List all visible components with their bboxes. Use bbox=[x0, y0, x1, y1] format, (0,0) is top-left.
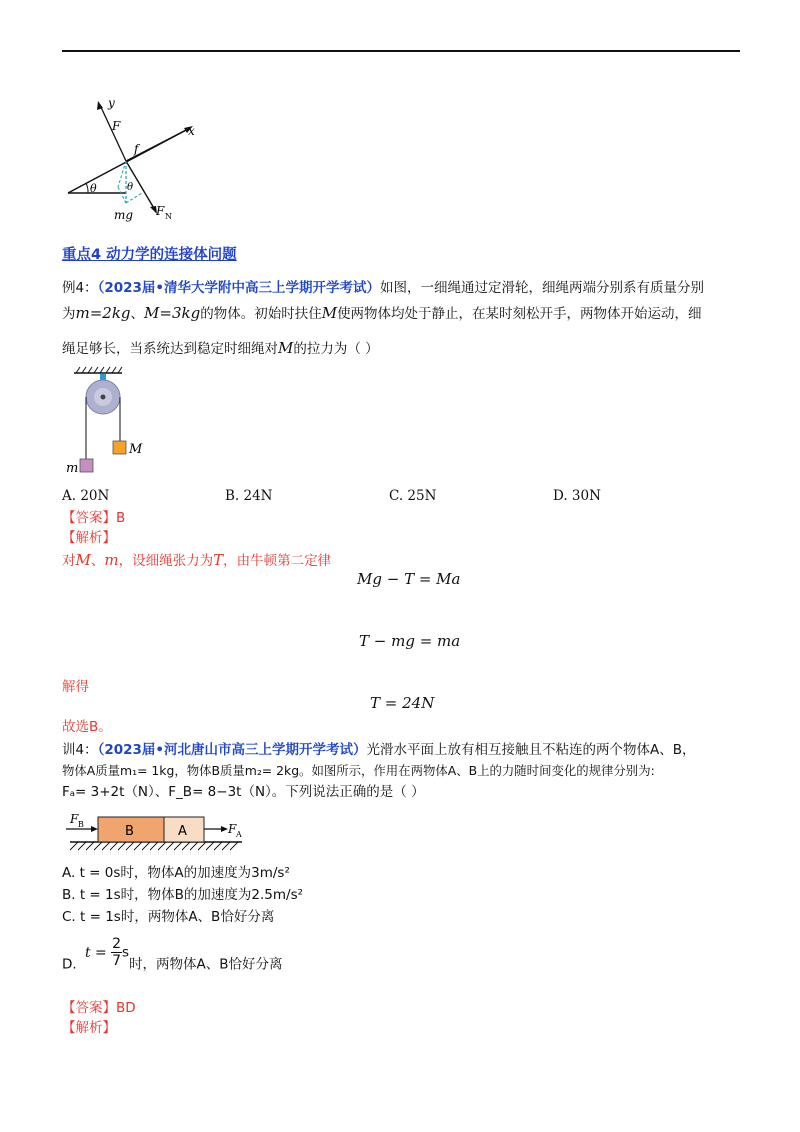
example4-solve: 解得 bbox=[62, 679, 89, 695]
optD-t: t = bbox=[84, 944, 107, 961]
sol-d: ，由牛顿第二定律 bbox=[223, 553, 332, 569]
equation-3: T = 24N bbox=[370, 694, 435, 712]
F-label: F bbox=[112, 119, 121, 133]
mg-label: mg bbox=[114, 208, 134, 222]
pulley-axle bbox=[101, 395, 106, 400]
train4-option-b: B. t = 1s时，物体B的加速度为2.5m/s² bbox=[62, 887, 304, 903]
train4-prefix: 训4： bbox=[62, 742, 98, 758]
example4-option-b: B. 24N bbox=[225, 488, 273, 504]
train4-line3: Fₐ= 3+2t（N）、F_B= 8−3t（N）。下列说法正确的是（ ） bbox=[62, 784, 425, 800]
mass-M-symbol-2: M bbox=[278, 339, 294, 357]
ceiling-hatch bbox=[76, 367, 122, 373]
train4-option-a: A. t = 0s时，物体A的加速度为3m/s² bbox=[62, 865, 290, 881]
train4-line1 bbox=[62, 740, 696, 760]
label-M: M bbox=[129, 442, 143, 457]
ground-hatch bbox=[70, 842, 238, 850]
mass-m-value: m=2kg bbox=[75, 304, 131, 322]
optD-den: 7 bbox=[112, 953, 122, 969]
example4-solution-intro bbox=[62, 550, 331, 571]
example4-line3 bbox=[62, 338, 379, 359]
x-label: x bbox=[188, 124, 195, 138]
train4-answer: 【答案】BD bbox=[62, 1000, 136, 1016]
train4-line2: 物体A质量m₁= 1kg，物体B质量m₂= 2kg。如图所示，作用在两物体A、B上的力随时间变化的规律分别为: bbox=[62, 763, 655, 778]
theta-incline-label: θ bbox=[90, 182, 97, 195]
example4-choose: 故选B。 bbox=[62, 719, 112, 735]
section-heading: 重点4 动力学的连接体问题 bbox=[62, 247, 237, 263]
mass-M-symbol: M bbox=[321, 304, 338, 322]
train4-option-d bbox=[62, 936, 283, 975]
FN-sub-label: N bbox=[165, 212, 172, 221]
FB-label: F bbox=[70, 812, 79, 826]
FA-label: F bbox=[228, 822, 237, 836]
equation-1: Mg − T = Ma bbox=[357, 570, 461, 588]
example4-analysis: 【解析】 bbox=[62, 530, 116, 546]
pulley-diagram bbox=[60, 365, 170, 480]
block-M bbox=[113, 441, 126, 454]
component-line-3 bbox=[126, 193, 142, 203]
sol-M: M bbox=[75, 551, 91, 569]
mass-M-value: M=3kg bbox=[144, 304, 201, 322]
example4-prefix: 例4： bbox=[62, 280, 98, 296]
f-label: f bbox=[134, 142, 139, 156]
equation-2: T − mg = ma bbox=[359, 632, 461, 650]
force-FA-head bbox=[221, 826, 228, 832]
train4-option-c: C. t = 1s时，两物体A、B恰好分离 bbox=[62, 909, 275, 925]
train4-analysis: 【解析】 bbox=[62, 1020, 116, 1036]
example4-text1: 如图，一细绳通过定滑轮，细绳两端分别系有质量分别 bbox=[380, 280, 705, 296]
blocks-diagram bbox=[62, 808, 252, 860]
FA-sub-label: A bbox=[236, 830, 242, 839]
optD-num: 2 bbox=[112, 936, 122, 952]
theta-inner-label: θ bbox=[127, 182, 134, 193]
example4-answer: 【答案】B bbox=[62, 510, 126, 526]
force-FB-head bbox=[91, 826, 98, 832]
incline-force-diagram bbox=[60, 95, 210, 230]
optD-unit: s bbox=[122, 944, 130, 961]
block-A-label: A bbox=[178, 824, 187, 839]
example4-text3b: 的拉力为（ ） bbox=[293, 341, 379, 357]
y-label: y bbox=[108, 96, 115, 110]
sol-c: ，设细绳张力为 bbox=[118, 553, 214, 569]
example4-text3a: 绳足够长，当系统达到稳定时细绳对 bbox=[62, 341, 278, 357]
example4-source: （2023届•清华大学附中高三上学期开学考试） bbox=[97, 280, 381, 296]
sol-T: T bbox=[213, 551, 224, 569]
optD-text: 时，两物体A、B恰好分离 bbox=[129, 956, 283, 973]
example4-option-d: D. 30N bbox=[553, 488, 601, 504]
FB-sub-label: B bbox=[78, 820, 84, 829]
block-m bbox=[80, 459, 93, 472]
sol-b: 、 bbox=[90, 553, 105, 569]
sol-a: 对 bbox=[62, 553, 76, 569]
example4-text2a: 为 bbox=[62, 306, 76, 322]
example4-option-c: C. 25N bbox=[389, 488, 437, 504]
example4-option-a: A. 20N bbox=[62, 488, 110, 504]
optD-prefix: D. bbox=[62, 956, 77, 973]
example4-line1 bbox=[62, 278, 704, 298]
FN-label: F bbox=[156, 204, 165, 218]
header-rule bbox=[62, 50, 740, 52]
component-line-2 bbox=[118, 187, 126, 203]
y-axis bbox=[100, 105, 126, 161]
optD-fraction bbox=[111, 936, 122, 969]
block-B-label: B bbox=[125, 824, 134, 839]
sol-m: m bbox=[104, 551, 119, 569]
train4-text1: 光滑水平面上放有相互接触且不粘连的两个物体A、B， bbox=[366, 742, 696, 758]
example4-text2c: 的物体。初始时扶住 bbox=[200, 306, 322, 322]
example4-line2 bbox=[62, 303, 702, 324]
label-m: m bbox=[66, 461, 79, 476]
example4-text2d: 使两物体均处于静止，在某时刻松开手，两物体开始运动，细 bbox=[337, 306, 702, 322]
example4-text2b: 、 bbox=[130, 306, 145, 322]
theta-arc bbox=[86, 183, 88, 193]
train4-source: （2023届•河北唐山市高三上学期开学考试） bbox=[97, 742, 367, 758]
